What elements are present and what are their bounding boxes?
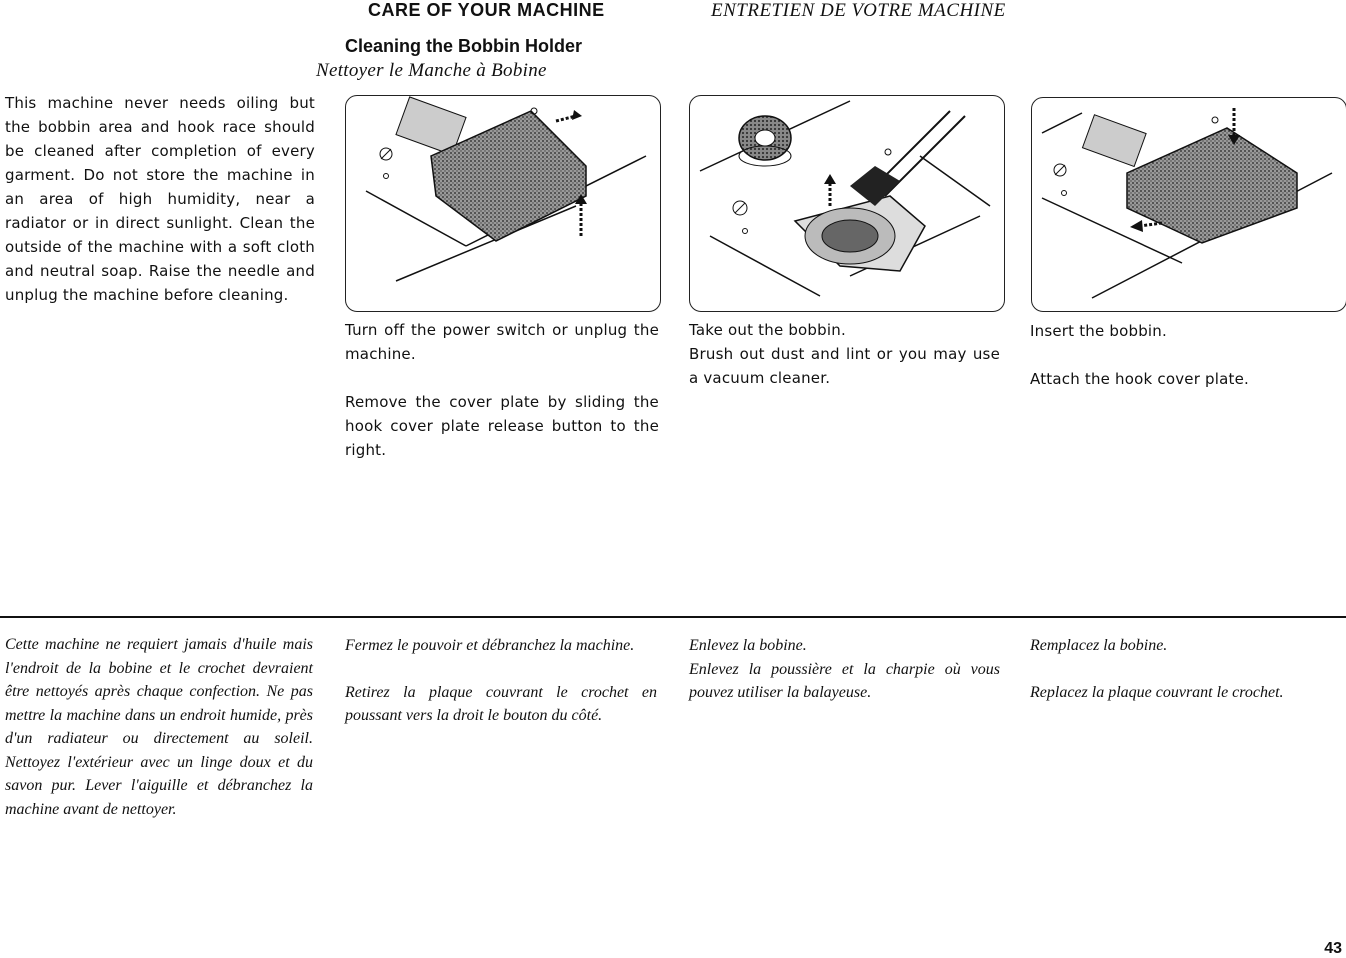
section-title-fr: Nettoyer le Manche à Bobine — [316, 60, 547, 81]
step-2-para-1-fr: Enlevez la bobine. Enlevez la poussière et la charpie où vous pouvez utiliser la balayeuse. — [689, 637, 1000, 701]
page-title-fr: ENTRETIEN DE VOTRE MACHINE — [711, 0, 1006, 21]
step-3-para-2-fr: Replacez la plaque couvrant le crochet. — [1030, 683, 1284, 701]
intro-text-en: This machine never needs oiling but the bobbin area and hook race should be cleaned after completion of every garment. Do not store the machine in an area of high humidity, near a radiator or in direct sunlight. Clean the outside of the machine with a soft cloth and neutral soap. Raise the needle and unplug the machine before cleaning. — [5, 94, 315, 304]
page-number: 43 — [1324, 940, 1342, 957]
remove-cover-plate-illustration — [345, 95, 661, 312]
step-1-para-2: Remove the cover plate by sliding the hook cover plate release button to the right. — [345, 393, 659, 459]
step-3-para-2: Attach the hook cover plate. — [1030, 370, 1249, 388]
step-1-para-1-fr: Fermez le pouvoir et débranchez la machine. — [345, 637, 635, 654]
step-3-text-fr — [1030, 634, 1342, 727]
step-3-para-1-fr: Remplacez la bobine. — [1030, 637, 1168, 654]
intro-text-fr: Cette machine ne requiert jamais d'huile mais l'endroit de la bobine et le crochet devraient être nettoyés après chaque confection. Ne pas mettre la machine dans un endroit humide, près d'un radiateur ou directement au soleil. Nettoyez l'extérieur avec un linge doux et du savon pur. Lever l'aiguille et débranchez la machine avant de nettoyer. — [5, 636, 313, 818]
step-1-para-2-fr: Retirez la plaque couvrant le crochet en poussant vers la droit le bouton du côté. — [345, 683, 657, 724]
step-1-text-en — [345, 318, 659, 486]
section-divider — [0, 616, 1346, 618]
step-1-text-fr — [345, 634, 657, 751]
step-2-text-en — [689, 318, 1000, 414]
step-2-text-fr — [689, 634, 1000, 728]
section-title-en: Cleaning the Bobbin Holder — [345, 36, 582, 56]
brush-bobbin-area-illustration — [689, 95, 1005, 312]
step-3-text-en — [1030, 319, 1342, 415]
page-title-en: CARE OF YOUR MACHINE — [368, 0, 605, 20]
step-1-para-1: Turn off the power switch or unplug the machine. — [345, 321, 659, 363]
step-2-para-1: Take out the bobbin. Brush out dust and lint or you may use a vacuum cleaner. — [689, 321, 1000, 387]
attach-cover-plate-illustration — [1031, 97, 1346, 312]
step-3-para-1: Insert the bobbin. — [1030, 322, 1167, 340]
